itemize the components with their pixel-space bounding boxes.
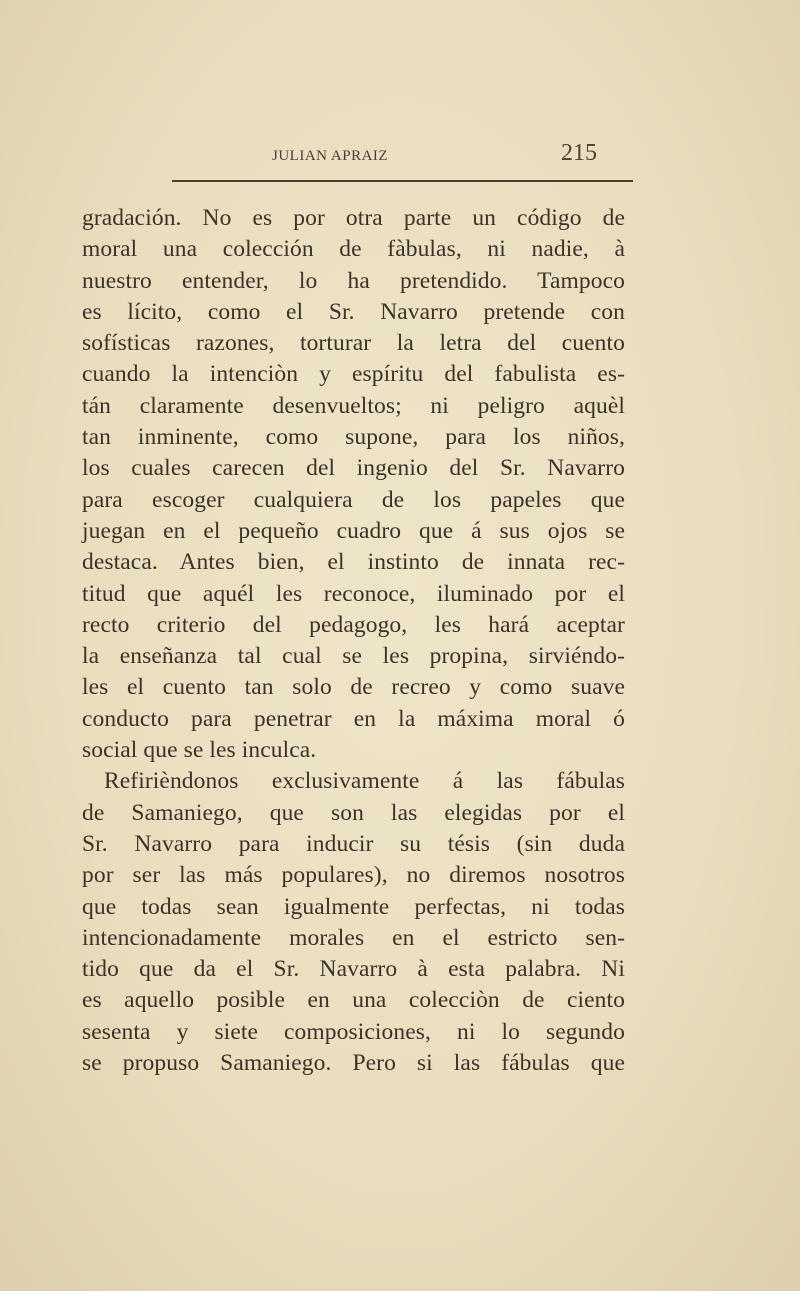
- text-line: cuando la intenciòn y espíritu del fabulista es-: [82, 361, 625, 388]
- page-number: 215: [561, 140, 597, 166]
- text-line: que todas sean igualmente perfectas, ni todas: [82, 893, 625, 920]
- text-line: tido que da el Sr. Navarro à esta palabra. Ni: [82, 956, 625, 983]
- text-line: sesenta y siete composiciones, ni lo segundo: [82, 1018, 625, 1045]
- body-text: [82, 203, 625, 1079]
- text-line: para escoger cualquiera de los papeles que: [82, 486, 625, 513]
- header-rule: [172, 180, 633, 182]
- text-line: se propuso Samaniego. Pero si las fábulas que: [82, 1050, 625, 1077]
- text-line: gradación. No es por otra parte un código de: [82, 205, 625, 231]
- text-line: les el cuento tan solo de recreo y como suave: [82, 674, 625, 701]
- text-line: por ser las más populares), no diremos nosotros: [82, 862, 625, 889]
- text-line: es aquello posible en una colecciòn de ciento: [82, 987, 625, 1014]
- text-line: Sr. Navarro para inducir su tésis (sin duda: [82, 830, 625, 857]
- text-line: conducto para penetrar en la máxima moral ó: [82, 705, 625, 732]
- text-line: nuestro entender, lo ha pretendido. Tampoco: [82, 267, 625, 294]
- text-line: recto criterio del pedagogo, les hará aceptar: [82, 611, 625, 638]
- text-line: intencionadamente morales en el estricto sen-: [82, 924, 625, 951]
- text-line: titud que aquél les reconoce, iluminado por el: [82, 580, 625, 607]
- text-line: de Samaniego, que son las elegidas por el: [82, 799, 625, 826]
- text-line: tan inminente, como supone, para los niños,: [82, 424, 625, 451]
- paragraph-start-line: Refirièndonos exclusivamente á las fábulas: [104, 768, 625, 795]
- text-line: juegan en el pequeño cuadro que á sus ojos se: [82, 517, 625, 544]
- text-line: destaca. Antes bien, el instinto de innata rec-: [82, 549, 625, 576]
- paragraph-end-line: social que se les inculca.: [82, 737, 317, 764]
- text-line: moral una colección de fàbulas, ni nadie, à: [82, 236, 625, 263]
- page-header: [82, 140, 633, 170]
- text-line: es lícito, como el Sr. Navarro pretende con: [82, 298, 625, 325]
- text-line: tán claramente desenvueltos; ni peligro aquèl: [82, 392, 625, 419]
- running-head: JULIAN APRAIZ: [272, 148, 389, 164]
- text-line: sofísticas razones, torturar la letra del cuento: [82, 330, 625, 357]
- text-line: la enseñanza tal cual se les propina, sirviéndo-: [82, 643, 625, 670]
- text-line: los cuales carecen del ingenio del Sr. Navarro: [82, 455, 625, 482]
